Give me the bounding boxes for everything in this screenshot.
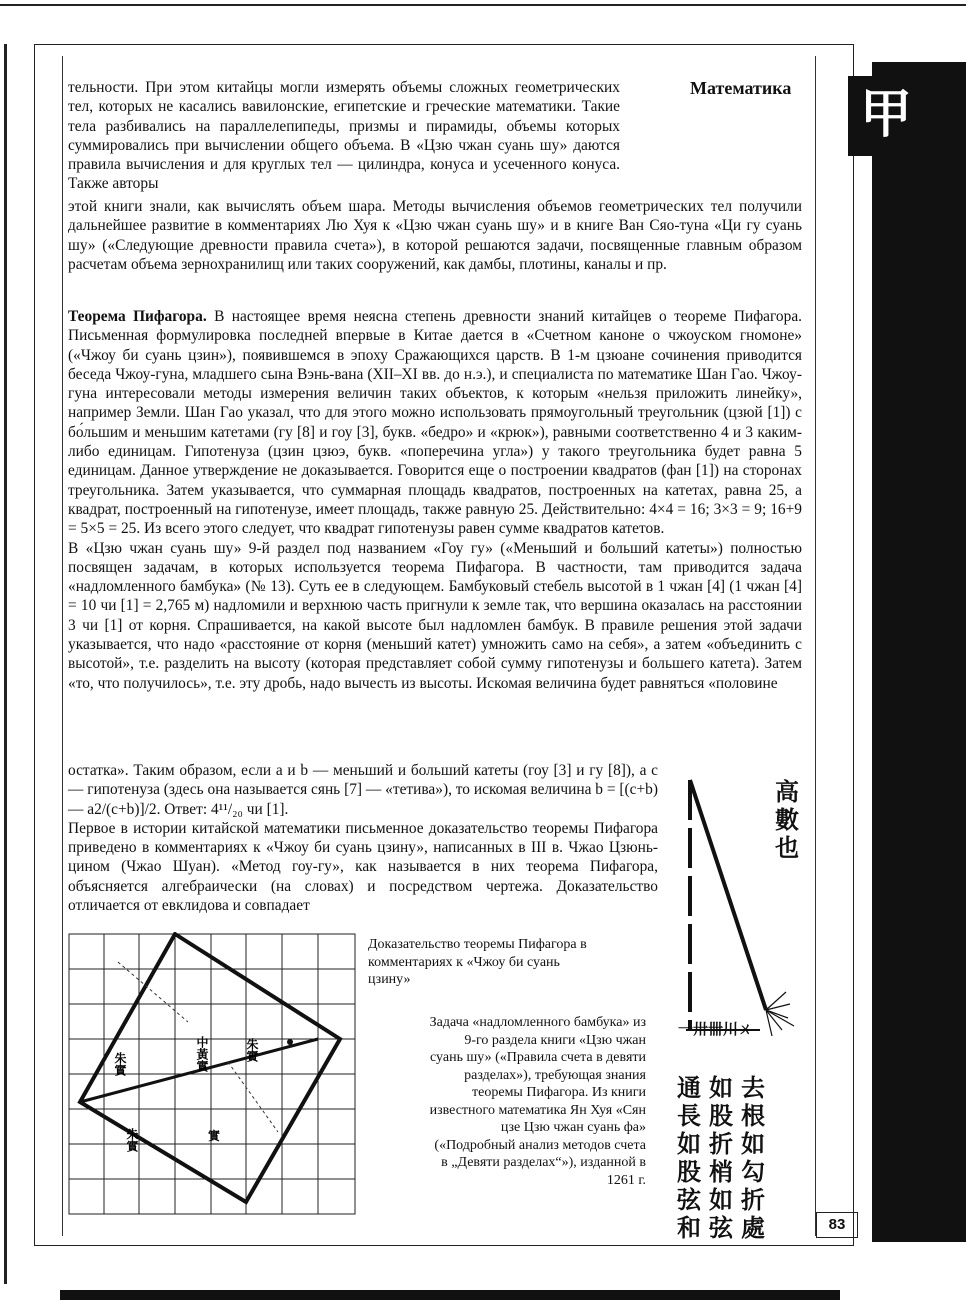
paragraph-bamboo-problem: В «Цзю чжан суань шу» 9-й раздел под названием «Гоу гу» («Меньший и больший катеты») полностью посвящен задачам, в которых используется теорема Пифагора. В частности, там приводится задача «надломленного бамбука» (№ 13). Суть ее в следующем. Бамбуковый стебель высотой в 1 чжан [4] (1 чжан [4] = 10 чи [1] = 2,765 м) надломили и верхнюю часть пригнули к земле так, что вершина оказалась на расстоянии 3 чи [1] от корня. Спрашивается, на какой высоте был надломлен бамбук. В правиле решения этой задачи указывается, что надо «расстояние от корня (меньший катет) умножить само на себя», а затем «объединить с высотой», т.е. разделить на высоту (которая представляет собой сумму гипотенузы и большего катета). Затем «то, что получилось», т.е. эту дробь, надо вычесть из высоты. Искомая величина будет равняться «половине: [68, 539, 802, 692]
bamboo-broken-top: [690, 780, 766, 1010]
cjk-caption-column-2: 如股折梢如弦: [709, 1074, 733, 1242]
grid-label: 實: [208, 1129, 221, 1143]
grid-label: 朱實: [113, 1052, 127, 1076]
thumb-index-band: [872, 62, 966, 1242]
paragraph-proof: Первое в истории китайской математики письменное доказательство теоремы Пифагора приведено в комментариях к «Чжоу би суань цзину», написанных в III в. Чжао Цзюнь-цином (Чжао Шуан). «Метод гоу-гу», как называется в них теорема Пифагора, объясняется алгебраически (на словах) и посредством чертежа. Доказательство отличается от евклидова и совпадает: [68, 819, 658, 915]
paragraph-heading: Теорема Пифагора.: [68, 308, 207, 325]
top-rule: [0, 4, 966, 6]
left-scan-edge: [4, 44, 7, 1284]
grid-label: 朱實: [125, 1128, 139, 1152]
narrow-text-block: [68, 761, 658, 915]
grid-label-center: 中黃實: [195, 1036, 209, 1072]
bamboo-leaves: [766, 992, 794, 1036]
grid-label: 朱實: [245, 1038, 259, 1062]
paragraph-pythagoras: [68, 307, 802, 693]
diagram-grid: [69, 934, 355, 1214]
paragraph-1b: этой книги знали, как вычислять объем шара. Методы вычисления объемов геометрических тел получили дальнейшее развитие в комментариях Лю Хуя к «Цзю чжан суань шу» и в книге Ван Сяо-туна «Ци гу суань шу» («Следующие древности правила счета»), в которой решаются задачи, посвященные главным образом расчетам объема зернохранилищ или таких сооружений, как дамбы, плотины, каналы и пр.: [68, 198, 802, 273]
grid-dot: [287, 1039, 293, 1045]
paragraph-pythagoras-text: В настоящее время неясна степень древности знаний китайцев о теореме Пифагора. Письменная формулировка последней впервые в Китае дается в «Счетном каноне о чжоуском гномоне» («Чжоу би суань цзин»), появившемся в эпоху Сражающихся царств. В 1-м цзюане сочинения приводится беседа Чжоу-гуна, младшего сына Вэнь-вана (XII–XI вв. до н.э.), и специалиста по математике Шан Гао. Чжоу-гуна интересовали методы измерения величин таких объектов, к которым «нельзя приложить линейку», например Земли. Шан Гао указал, что для этого можно использовать прямоугольный треугольник (цзюй [1]) с бо́льшим и меньшим катетами (гу [8] и гоу [3], букв. «бедро» и «крюк»), равными соответственно 4 и 3 каким-либо единицам. Гипотенуза (цзин цзюэ, букв. «поперечина угла») у такого треугольника будет равна 5 единицам. Данное утверждение не доказывается. Говорится еще о построении квадратов (фан [1]) на сторонах треугольника. Затем указывается, что суммарная площадь квадратов, построенных на катетах, равна 25, а квадрат, построенный на гипотенузе, имеет площадь, также равную 25. Действительно: 4×4 = 16; 3×3 = 9; 16+9 = 5×5 = 25. Из всего этого следует, что квадрат гипотенузы равен сумме квадратов катетов.: [68, 308, 802, 538]
ground-measure-mark: 一卅卌川ㄨ: [678, 1020, 754, 1038]
proof-diagram: [68, 932, 358, 1216]
cjk-caption-column-1: 通長如股弦和: [677, 1074, 701, 1242]
paragraph-formula: остатка». Таким образом, если a и b — меньший и больший катеты (гоу [3] и гу [8]), а c — гипотенуза (здесь она называется сянь [7] — «тетива»), то искомая величина b = [(c+b) — a2/(c+b)]/2. Ответ: 4¹¹/₂₀ чи [1].: [68, 762, 658, 818]
cjk-caption-top: 高數也: [775, 778, 799, 862]
paragraph-1a: тельности. При этом китайцы могли измерять объемы сложных геометрических тел, которых не касались вавилонские, египетские и греческие математики. Такие тела разбивались на параллелепипеды, призмы и пирамиды, объемы которых суммировались при вычислении общего объема. В «Цзю чжан суань шу» даются правила вычисления и для круглых тел — цилиндра, конуса и усеченного конуса. Также авторы: [68, 79, 620, 193]
figure-caption-proof: Доказательство теоремы Пифагора в комментариях к «Чжоу би суань цзину»: [368, 937, 587, 987]
dashed-guide-2: [228, 1062, 278, 1132]
figure-caption-bamboo: Задача «надломленного бамбука» из 9-го раздела книги «Цзю чжан суань шу» («Правила счета в девяти разделах»), требующая знания теоремы Пифагора. Из книги известного математика Ян Хуя «Сян цзе Цзю чжан суань фа» («Подробный анализ методов счета в „Девяти разделах“»), изданной в 1261 г.: [429, 1015, 646, 1188]
bottom-rule: [60, 1290, 840, 1300]
section-title: Математика: [690, 78, 792, 98]
chapter-glyph: 甲: [848, 76, 924, 156]
cjk-caption-column-3: 去根如勾折處: [741, 1074, 765, 1242]
page-number: 83: [816, 1212, 858, 1238]
